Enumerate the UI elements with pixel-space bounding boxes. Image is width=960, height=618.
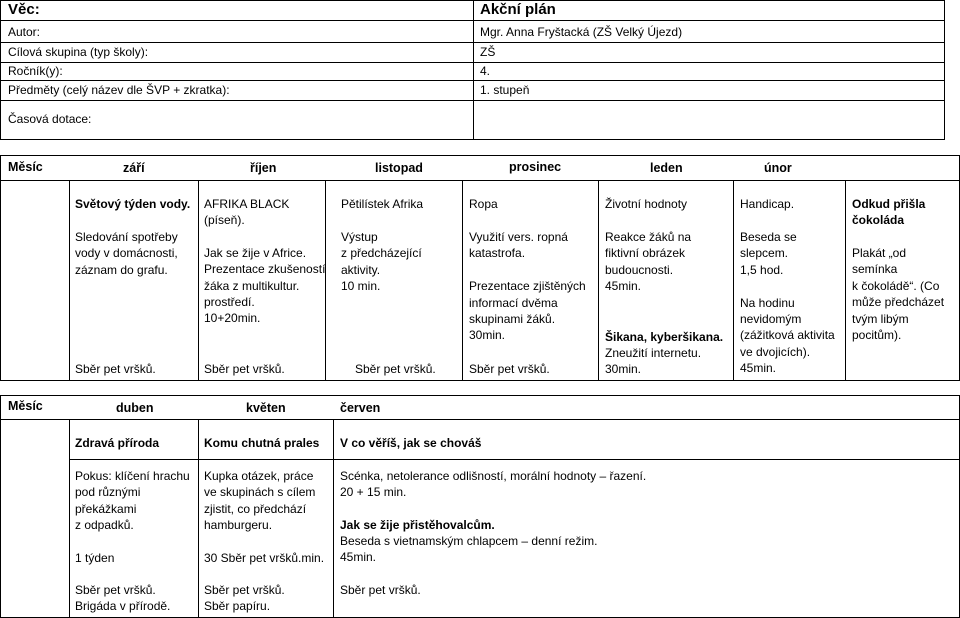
activity-title: AFRIKA BLACK: [204, 197, 290, 211]
activity-subtitle: Šikana, kyberšikana.: [605, 330, 724, 344]
mesic-header: Měsíc: [8, 399, 43, 413]
month-header: listopad: [375, 161, 423, 175]
autor-label: Autor:: [8, 25, 41, 39]
activity-description: Reakce žáků na fiktivní obrázek budoucnosti. 45min.: [605, 230, 692, 294]
activity-description: Sledování spotřeby vody v domácnosti, záznam do grafu.: [75, 230, 178, 277]
activity-description: (píseň). Jak se žije v Africe. Prezentace zkušeností žáka z multikultur. prostředí. 10+20min.: [204, 213, 326, 326]
activity-title: Světový týden vody.: [75, 197, 191, 211]
cilova-skupina-value: ZŠ: [480, 45, 496, 59]
activity-description: Zneužití internetu. 30min.: [605, 346, 702, 377]
activity-footer: Sběr pet vršků.: [355, 362, 436, 376]
activity-description: Beseda s vietnamským chlapcem – denní režim. 45min.: [340, 534, 598, 565]
month-header: říjen: [250, 161, 277, 175]
vec-label: Věc:: [8, 1, 40, 18]
activity-title: Odkud přišla čokoláda: [852, 197, 926, 228]
activity-footer: Sběr pet vršků.: [469, 362, 550, 376]
activity-footer: Sběr pet vršků. Brigáda v přírodě.: [75, 583, 171, 614]
month-header: květen: [246, 401, 286, 415]
activity-description: Beseda se slepcem. 1,5 hod. Na hodinu nevidomým (zážitková aktivita ve dvojicích). 45min.: [740, 230, 835, 376]
rocnik-label: Ročník(y):: [8, 64, 63, 78]
activity-description: Využití vers. ropná katastrofa. Prezentace zjištěných informací dvěma skupinami žáků. 30min.: [469, 230, 586, 343]
month-header: únor: [764, 161, 792, 175]
activity-title: V co věříš, jak se chováš: [340, 436, 482, 450]
activity-title: Pětilístek Afrika: [341, 197, 424, 211]
month-header: červen: [340, 401, 381, 415]
activity-title: Handicap.: [740, 197, 795, 211]
rocnik-value: 4.: [480, 64, 491, 78]
activity-subtitle: Jak se žije přistěhovalcům.: [340, 518, 495, 532]
month-header: září: [123, 161, 145, 175]
page-title: Akční plán: [480, 1, 556, 18]
month-header: duben: [116, 401, 154, 415]
activity-description: Scénka, netolerance odlišností, morální hodnoty – řazení. 20 + 15 min.: [340, 469, 647, 500]
cilova-skupina-label: Cílová skupina (typ školy):: [8, 45, 149, 59]
month-header: prosinec: [509, 160, 562, 174]
activity-description: Pokus: klíčení hrachu pod různými překážkami z odpadků. 1 týden: [75, 469, 190, 566]
activity-description: Výstup z předcházející aktivity. 10 min.: [341, 230, 422, 294]
mesic-header: Měsíc: [8, 160, 43, 174]
activity-description: Plakát „od semínka k čokoládě“. (Co může předcházet tvým libým pocitům).: [852, 246, 945, 343]
activity-title: Zdravá příroda: [75, 436, 160, 450]
predmety-label: Předměty (celý název dle ŠVP + zkratka):: [8, 83, 230, 97]
activity-footer: Sběr pet vršků. Sběr papíru.: [204, 583, 285, 614]
autor-value: Mgr. Anna Fryštacká (ZŠ Velký Újezd): [480, 25, 683, 39]
activity-title: Ropa: [469, 197, 498, 211]
activity-title: Životní hodnoty: [605, 197, 688, 211]
activity-description: Kupka otázek, práce ve skupinách s cílem zjistit, co předchází hamburgeru. 30 Sběr pet vršků.min.: [204, 469, 325, 566]
casova-dotace-label: Časová dotace:: [8, 112, 92, 126]
activity-footer: Sběr pet vršků.: [204, 362, 285, 376]
month-header: leden: [650, 161, 683, 175]
activity-title: Komu chutná prales: [204, 436, 320, 450]
activity-footer: Sběr pet vršků.: [75, 362, 156, 376]
predmety-value: 1. stupeň: [480, 83, 530, 97]
activity-footer: Sběr pet vršků.: [340, 583, 421, 597]
